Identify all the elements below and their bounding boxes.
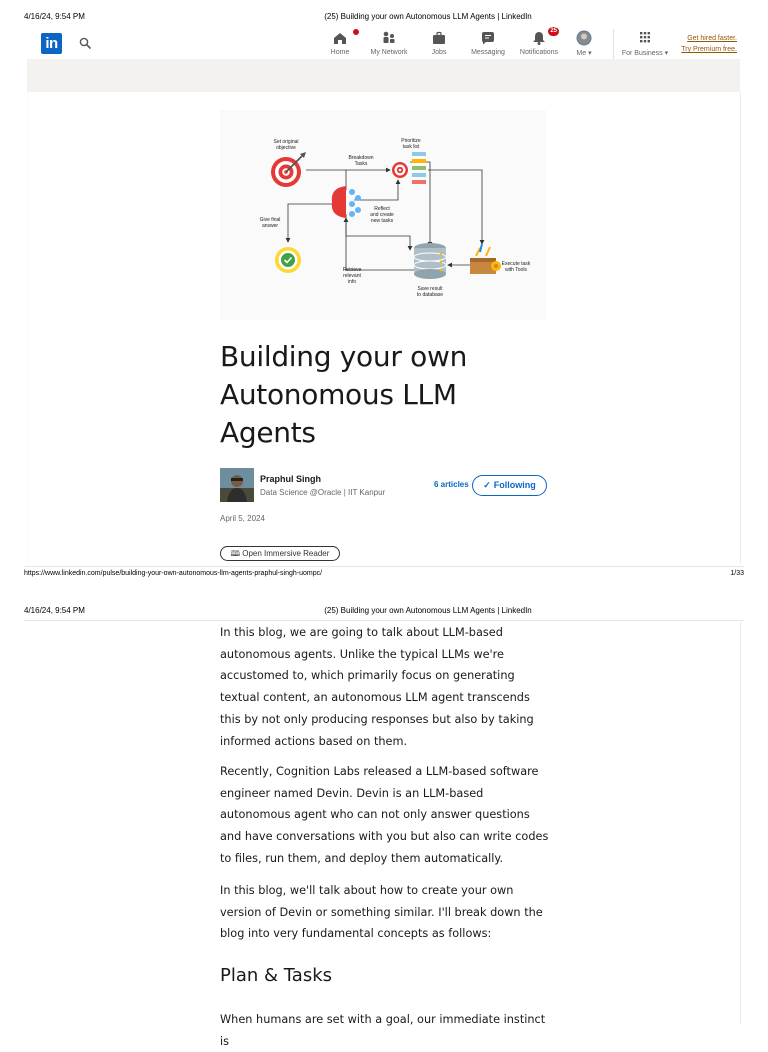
article-cover-diagram — [220, 110, 546, 320]
immersive-reader-label: Open Immersive Reader — [242, 549, 330, 558]
premium-line-1[interactable]: Get hired faster. — [687, 35, 737, 42]
author-avatar[interactable] — [220, 468, 254, 502]
bell-icon — [515, 30, 563, 46]
grid-icon — [619, 30, 671, 46]
diagram-label-retrieve-2: relevant — [343, 273, 361, 279]
nav-label: Notifications — [519, 49, 559, 56]
immersive-reader-button[interactable] — [220, 546, 340, 561]
top-banner — [27, 59, 740, 92]
diagram-label-save-2: to database — [416, 292, 444, 298]
article-paragraph: In this blog, we are going to talk about LLM-based autonomous agents. Unlike the typical LLMs we're accustomed to, which primarily focus on generating textual content, an autonomous LLM agent transcends this by not only producing responses but also by taking informed actions based on them. — [220, 626, 534, 748]
diagram-label-execute-1: Execute task — [501, 261, 531, 267]
nav-home[interactable] — [323, 30, 357, 58]
top-nav — [27, 27, 740, 59]
diagram-label-prioritize-2: task list — [402, 144, 420, 150]
print-page-number: 1/33 — [730, 570, 744, 577]
chevron-down-icon: ▾ — [664, 50, 669, 57]
content-edge-right — [740, 92, 741, 564]
print-doc-title: (25) Building your own Autonomous LLM Agents | LinkedIn — [324, 12, 532, 21]
nav-label: Jobs — [431, 49, 447, 56]
nav-messaging[interactable] — [467, 30, 509, 58]
briefcase-icon — [424, 30, 454, 46]
diagram-label-breakdown-1: Breakdown — [348, 155, 374, 161]
author-name[interactable]: Praphul Singh — [260, 474, 322, 484]
premium-upsell-link[interactable] — [675, 33, 737, 55]
diagram-label-prioritize-1: Prioritize — [401, 138, 421, 144]
diagram-label-objective-1: Set original — [273, 139, 299, 145]
page-separator — [24, 620, 744, 621]
target-icon — [271, 152, 306, 187]
checkmark-icon: ✓ — [483, 480, 491, 490]
diagram-label-reflect-1: Reflect — [374, 206, 390, 212]
article-paragraph: Recently, Cognition Labs released a LLM-based software engineer named Devin. Devin is an LLM-based autonomous agent who can not only answer questions and have conversations with you but also can write codes to files, run them, and deploy them automatically. — [220, 765, 549, 865]
nav-me[interactable] — [573, 30, 595, 58]
article-title: Building your own Autonomous LLM Agents — [220, 340, 468, 449]
print-doc-title: (25) Building your own Autonomous LLM Agents | LinkedIn — [324, 606, 532, 615]
author-headline: Data Science @Oracle | IIT Kanpur — [260, 488, 386, 497]
home-icon — [323, 30, 357, 46]
notifications-badge: 25 — [550, 28, 557, 34]
home-notification-dot — [352, 28, 360, 36]
nav-divider — [613, 29, 614, 59]
diagram-label-reflect-3: new tasks — [370, 218, 394, 224]
diagram-label-reflect-2: and create — [370, 212, 394, 218]
diagram-label-retrieve-1: Retrieve — [342, 267, 362, 273]
nav-label: My Network — [370, 49, 408, 56]
diagram-label-retrieve-3: info — [347, 279, 357, 285]
diagram-label-save-1: Save result — [417, 286, 443, 292]
premium-line-2[interactable]: Try Premium free. — [681, 46, 737, 53]
nav-jobs[interactable] — [424, 30, 454, 58]
nav-for-business[interactable] — [619, 30, 671, 58]
diagram-label-final-2: answer — [261, 223, 279, 229]
nav-my-network[interactable] — [365, 30, 413, 58]
print-header-page-2 — [0, 606, 768, 620]
network-icon — [365, 30, 413, 46]
nav-label: Me ▾ — [576, 50, 592, 57]
nav-label: Messaging — [471, 49, 505, 56]
nav-notifications[interactable] — [515, 30, 563, 58]
article-paragraph: When humans are set with a goal, our immediate instinct is — [220, 1013, 546, 1048]
print-header — [0, 12, 768, 26]
diagram-label-final-1: Give final — [259, 217, 281, 223]
nav-label: Home — [330, 49, 350, 56]
book-icon: 🕮 — [230, 549, 241, 558]
diagram-label-objective-2: objective — [276, 145, 296, 151]
avatar-icon — [573, 30, 595, 46]
print-url: https://www.linkedin.com/pulse/building-your-own-autonomous-llm-agents-praphul-singh-uompc/ — [24, 570, 323, 577]
chevron-down-icon: ▾ — [588, 50, 592, 57]
diagram-label-execute-2: with Tools — [505, 267, 527, 273]
author-articles-link[interactable]: 6 articles — [434, 480, 469, 489]
messaging-icon — [467, 30, 509, 46]
print-datetime: 4/16/24, 9:54 PM — [24, 606, 85, 615]
diagram-label-breakdown-2: Tasks — [354, 161, 368, 167]
publish-date: April 5, 2024 — [220, 514, 265, 523]
search-icon[interactable] — [79, 37, 91, 49]
article-heading: Plan & Tasks — [220, 965, 332, 986]
nav-label: For Business ▾ — [621, 50, 669, 57]
print-footer — [0, 570, 768, 582]
page-separator — [24, 566, 744, 567]
following-button[interactable] — [472, 475, 547, 496]
content-edge-left — [27, 92, 28, 564]
content-edge-right — [740, 620, 741, 1024]
article-paragraph: In this blog, we'll talk about how to create your own version of Devin or something similar. I'll break down the blog into very fundamental concepts as follows: — [220, 884, 543, 941]
following-label: Following — [493, 480, 536, 490]
linkedin-logo[interactable]: in — [41, 33, 62, 54]
print-datetime: 4/16/24, 9:54 PM — [24, 12, 85, 21]
